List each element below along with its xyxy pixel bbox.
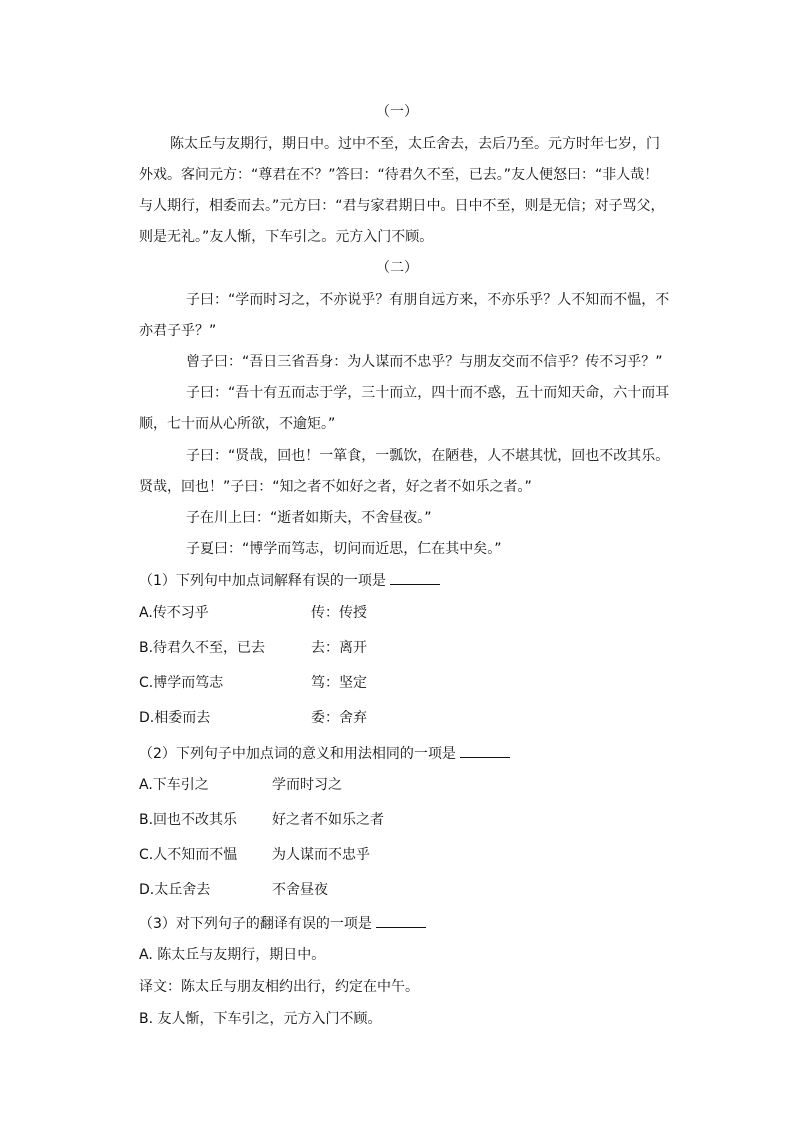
- q1-option-a[interactable]: A.传不习乎: [139, 605, 209, 621]
- q2-option-b-expl: 好之者不如乐之者: [272, 812, 384, 828]
- passage2-line-1: 子曰：“学而时习之，不亦说乎？有朋自远方来，不亦乐乎？人不知而不愠，不: [186, 292, 670, 308]
- q1-option-c[interactable]: C.博学而笃志: [139, 675, 224, 691]
- passage2-line-8: 子在川上曰：“逝者如斯夫，不舍昼夜。”: [186, 510, 432, 526]
- q2-option-b[interactable]: B.回也不改其乐: [139, 812, 238, 828]
- passage2-line-4: 子曰：“吾十有五而志于学，三十而立，四十而不惑，五十而知天命，六十而耳: [186, 385, 670, 401]
- q1-option-c-expl: 笃：坚定: [311, 675, 367, 691]
- passage2-line-9: 子夏曰：“博学而笃志，切问而近思，仁在其中矣。”: [186, 541, 502, 557]
- q2-option-a-expl: 学而时习之: [272, 777, 342, 793]
- q2-option-c-expl: 为人谋而不忠乎: [272, 847, 370, 863]
- section-heading-1: （一）: [376, 104, 418, 120]
- q1-stem-text: （1）下列句中加点词解释有误的一项是: [139, 573, 386, 589]
- q1-option-b[interactable]: B.待君久不至，已去: [139, 640, 266, 656]
- passage1-line-1: 陈太丘与友期行，期日中。过中不至，太丘舍去，去后乃至。元方时年七岁，门: [170, 136, 660, 152]
- q1-option-b-expl: 去：离开: [311, 640, 367, 656]
- q2-option-a[interactable]: A.下车引之: [139, 777, 209, 793]
- passage1-line-2: 外戏。客问元方：“尊君在不？”答曰：“待君久不至，已去。”友人便怒曰：“非人哉！: [139, 167, 659, 183]
- q1-option-a-expl: 传：传授: [311, 605, 367, 621]
- passage2-line-5: 顺，七十而从心所欲，不逾矩。”: [139, 416, 336, 432]
- passage2-line-2: 亦君子乎？”: [139, 323, 217, 339]
- q3-stem: [139, 913, 426, 934]
- q3-translation-a: 译文：陈太丘与朋友相约出行，约定在中午。: [139, 979, 419, 995]
- passage2-line-6: 子曰：“贤哉，回也！一箪食，一瓢饮，在陋巷，人不堪其忧，回也不改其乐。: [186, 448, 670, 464]
- passage2-line-3: 曾子曰：“吾日三省吾身：为人谋而不忠乎？与朋友交而不信乎？传不习乎？”: [186, 354, 663, 370]
- q1-answer-blank[interactable]: [390, 570, 440, 585]
- q3-answer-blank[interactable]: [376, 913, 426, 928]
- passage1-line-4: 则是无礼。”友人惭，下车引之。元方入门不顾。: [139, 229, 434, 245]
- q2-option-c[interactable]: C.人不知而不愠: [139, 847, 238, 863]
- q1-option-d-expl: 委：舍弃: [311, 710, 367, 726]
- passage1-line-3: 与人期行，相委而去。”元方曰：“君与家君期日中。日中不至，则是无信；对子骂父，: [139, 198, 665, 214]
- passage2-line-7: 贤哉，回也！”子曰：“知之者不如好之者，好之者不如乐之者。”: [139, 479, 532, 495]
- section-heading-2: （二）: [376, 260, 418, 276]
- q2-option-d-expl: 不舍昼夜: [272, 882, 328, 898]
- q2-stem-text: （2）下列句子中加点词的意义和用法相同的一项是: [139, 746, 456, 762]
- q2-option-d[interactable]: D.太丘舍去: [139, 882, 211, 898]
- q2-answer-blank[interactable]: [460, 743, 510, 758]
- q3-stem-text: （3）对下列句子的翻译有误的一项是: [139, 916, 372, 932]
- q1-stem: [139, 570, 440, 591]
- q2-stem: [139, 743, 510, 764]
- q1-option-d[interactable]: D.相委而去: [139, 710, 211, 726]
- q3-option-a[interactable]: A. 陈太丘与友期行，期日中。: [139, 947, 326, 963]
- q3-option-b[interactable]: B. 友人惭，下车引之，元方入门不顾。: [139, 1011, 382, 1027]
